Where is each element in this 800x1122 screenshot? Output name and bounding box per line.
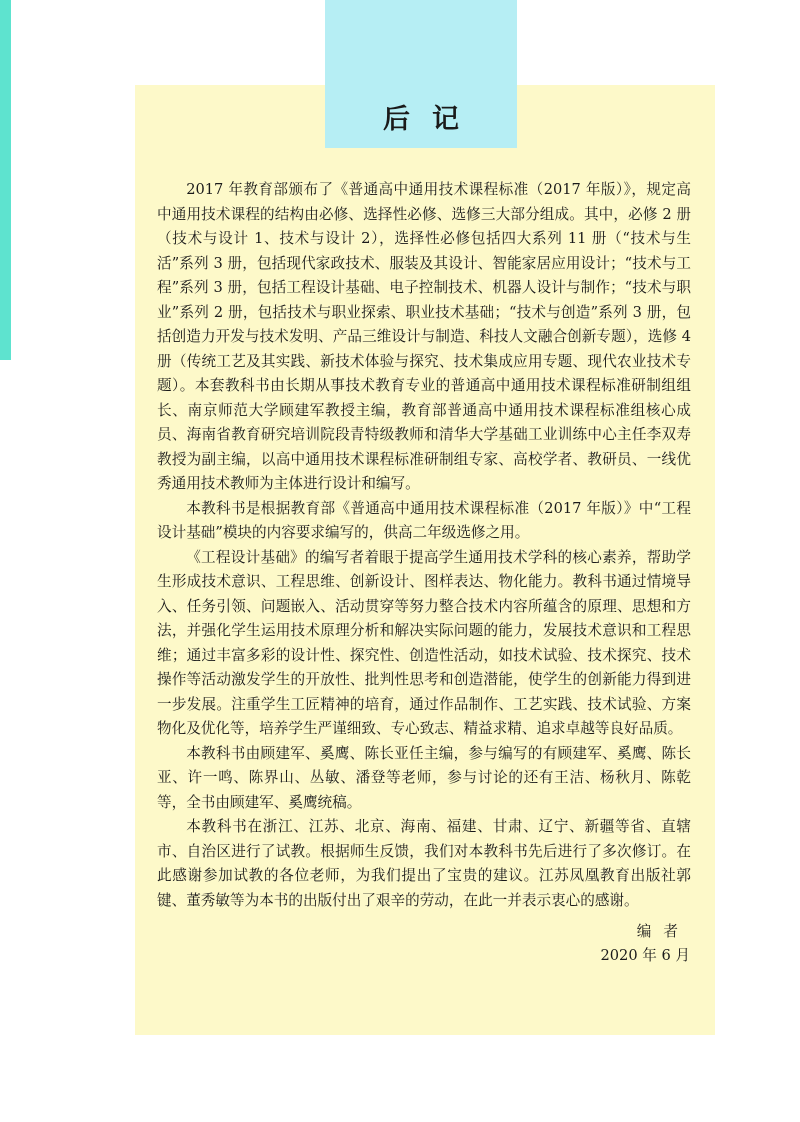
- paragraph-2: 本教科书是根据教育部《普通高中通用技术课程标准（2017 年版）》中“工程设计基础”模块的内容要求编写的，供高二年级选修之用。: [157, 499, 691, 541]
- paragraph-4: 本教科书由顾建军、奚鹰、陈长亚任主编，参与编写的有顾建军、奚鹰、陈长亚、许一鸣、陈界山、丛敏、潘登等老师，参与讨论的还有王洁、杨秋月、陈乾等，全书由顾建军、奚鹰统稿。: [157, 744, 691, 811]
- paragraph-3: 《工程设计基础》的编写者着眼于提高学生通用技术学科的核心素养，帮助学生形成技术意识、工程思维、创新设计、图样表达、物化能力。教科书通过情境导入、任务引领、问题嵌入、活动贯穿等努力整合技术内容所蕴含的原理、思想和方法，并强化学生运用技术原理分析和解决实际问题的能力，发展技术意识和工程思维；通过丰富多彩的设计性、探究性、创造性活动，如技术试验、技术探究、技术操作等活动激发学生的开放性、批判性思考和创造潜能，使学生的创新能力得到进一步发展。注重学生工匠精神的培育，通过作品制作、工艺实践、技术试验、方案物化及优化等，培养学生严谨细致、专心致志、精益求精、追求卓越等良好品质。: [157, 548, 691, 737]
- side-color-band: [0, 0, 11, 360]
- paragraph-1: 2017 年教育部颁布了《普通高中通用技术课程标准（2017 年版）》，规定高中通用技术课程的结构由必修、选择性必修、选修三大部分组成。其中，必修 2 册（技术与设计 1、技术与设计 2），选择性必修包括四大系列 11 册（“技术与生活”系列 3 册，包括现代家政技术、服装及其设计、智能家居应用设计；“技术与工程”系列 3 册，包括工程设计基础、电子控制技术、机器人设计与制作；“技术与职业”系列 2 册，包括技术与职业探索、职业技术基础；“技术与创造”系列 3 册，包括创造力开发与技术发明、产品三维设计与制造、科技人文融合创新专题），选修 4 册（传统工艺及其实践、新技术体验与探究、技术集成应用专题、现代农业技术专题）。本套教科书由长期从事技术教育专业的普通高中通用技术课程标准研制组组长、南京师范大学顾建军教授主编，教育部普通高中通用技术课程标准组核心成员、海南省教育研究培训院段青特级教师和清华大学基础工业训练中心主任李双寿教授为副主编，以高中通用技术课程标准研制组专家、高校学者、教研员、一线优秀通用技术教师为主体进行设计和编写。: [157, 181, 691, 492]
- signature-date: 2020 年 6 月: [600, 947, 690, 964]
- postscript-body: [157, 178, 691, 913]
- signature-author: 编者: [636, 923, 690, 940]
- page-title: 后记: [383, 104, 481, 135]
- paragraph-5: 本教科书在浙江、江苏、北京、海南、福建、甘肃、辽宁、新疆等省、直辖市、自治区进行了试教。根据师生反馈，我们对本教科书先后进行了多次修订。在此感谢参加试教的各位老师，为我们提出了宝贵的建议。江苏凤凰教育出版社郭键、董秀敏等为本书的出版付出了艰辛的劳动，在此一并表示衷心的感谢。: [157, 818, 691, 909]
